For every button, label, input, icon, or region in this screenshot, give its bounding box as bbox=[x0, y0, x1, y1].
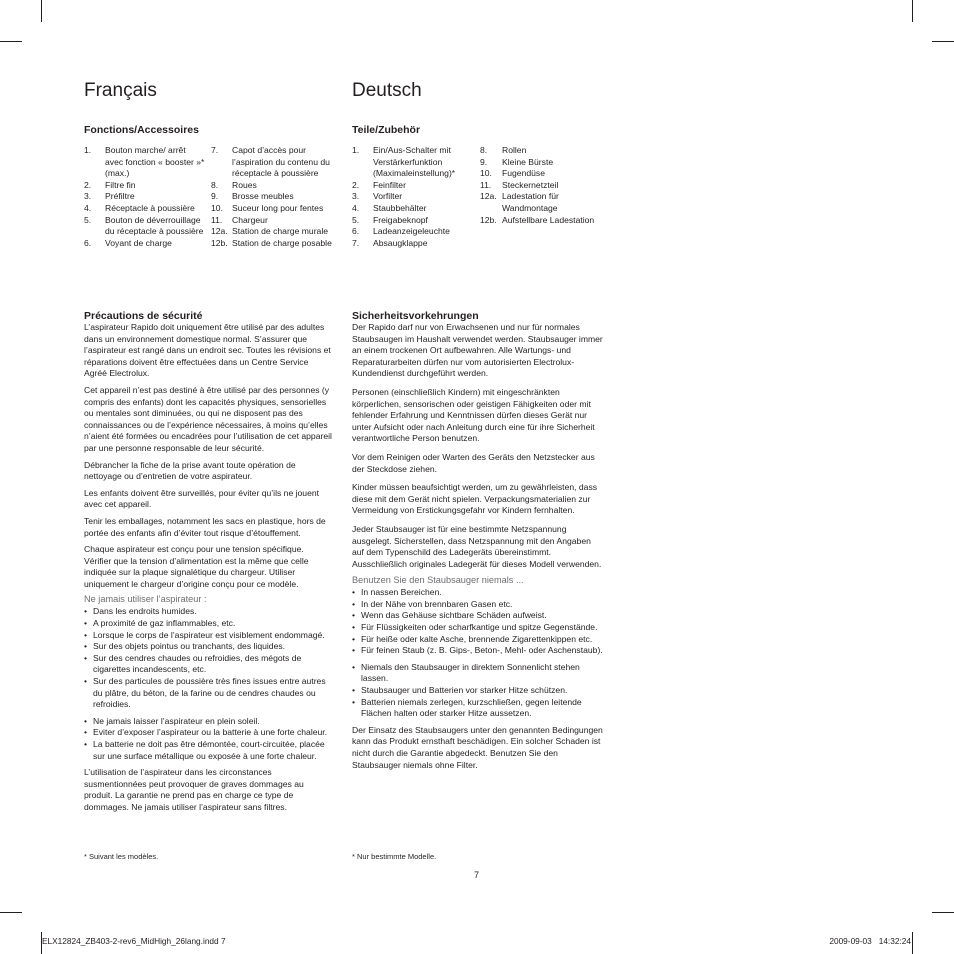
crop-mark bbox=[0, 912, 22, 913]
list-item: 7. Absaugklappe bbox=[352, 237, 428, 248]
list-item: 1. Ein/Aus-Schalter mit Verstärkerfunktion (Maximaleinstellung)* bbox=[352, 145, 456, 179]
bullet-icon: • bbox=[84, 629, 88, 640]
bullet-item: • Eviter d’exposer l’aspirateur ou la batterie à une forte chaleur. bbox=[84, 727, 328, 738]
bullet-item: • Sur des particules de poussière très fines issues entre autres du plâtre, du béton, de la farine ou de cendres chaudes ou refroidies. bbox=[84, 676, 326, 710]
bullet-icon: • bbox=[352, 696, 356, 707]
crop-mark bbox=[932, 912, 954, 913]
never-use-heading: Benutzen Sie den Staubsauger niemals ... bbox=[352, 575, 524, 586]
paragraph: Kinder müssen beaufsichtigt werden, um zu gewährleisten, dass diese mit dem Gerät nicht spielen. Verpackungsmaterialien zur Vermeidung von Erstickungsgefahr vor Kindern fernhalten. bbox=[352, 482, 598, 516]
bullet-item: • Sur des cendres chaudes ou refroidies, des mégots de cigarettes incandescents, etc. bbox=[84, 652, 302, 675]
crop-mark bbox=[912, 932, 913, 954]
list-item: 3. Vorfilter bbox=[352, 191, 403, 202]
bullet-item: • Dans les endroits humides. bbox=[84, 606, 197, 617]
bullet-icon: • bbox=[84, 676, 88, 687]
german-title: Deutsch bbox=[352, 80, 422, 101]
list-item: 8. Roues bbox=[211, 179, 257, 190]
french-title: Français bbox=[84, 80, 157, 101]
bullet-item: • Ne jamais laisser l’aspirateur en plein soleil. bbox=[84, 715, 260, 726]
crop-mark bbox=[41, 0, 42, 22]
list-item: 10. Suceur long pour fentes bbox=[211, 202, 324, 213]
list-item: 5. Freigabeknopf bbox=[352, 214, 428, 225]
crop-mark bbox=[932, 41, 954, 42]
slug-filename: ELX12824_ZB403-2-rev6_MidHigh_26lang.indd 7 bbox=[42, 936, 226, 946]
paragraph: Der Rapido darf nur von Erwachsenen und nur für normales Staubsaugen im Haushalt verwendet werden. Staubsauger immer an einem trockenen Ort aufbewahren. Alle Wartungs- und Reparaturarbeiten dürfen nur vom autorisierten Electrolux-Kundendienst durchgeführt werden. bbox=[352, 322, 603, 379]
german-accessories-list-a bbox=[352, 145, 474, 249]
list-item: 7. Capot d’accès pour l’aspiration du contenu du réceptacle à poussière bbox=[211, 145, 330, 179]
german-accessories-heading: Teile/Zubehör bbox=[352, 124, 421, 136]
bullet-icon: • bbox=[352, 661, 356, 672]
french-accessories-list-a bbox=[84, 145, 206, 249]
paragraph: Cet appareil n’est pas destiné à être utilisé par des personnes (y compris des enfants) dont les capacités physiques, sensorielles ou mentales sont diminuées, ou qui ne disposent pas des connaissances ou de l’expérience nécessaires, à moins qu’elles n’aient été formées ou encadrées pour l’utilisation de cet appareil par une personne responsable de leur sécurité. bbox=[84, 384, 332, 453]
bullet-icon: • bbox=[352, 685, 356, 696]
bullet-icon: • bbox=[352, 622, 356, 633]
list-item: 12a. Station de charge murale bbox=[211, 226, 329, 237]
bullet-icon: • bbox=[352, 610, 356, 621]
bullet-icon: • bbox=[84, 727, 88, 738]
list-item: 9. Kleine Bürste bbox=[480, 156, 554, 167]
crop-mark bbox=[912, 0, 913, 22]
bullet-item: • In nassen Bereichen. bbox=[352, 587, 442, 598]
bullet-icon: • bbox=[84, 652, 88, 663]
list-item: 6. Voyant de charge bbox=[84, 237, 172, 248]
bullet-item: • Sur des objets pointus ou tranchants, des liquides. bbox=[84, 641, 286, 652]
bullet-item: • Staubsauger und Batterien vor starker Hitze schützen. bbox=[352, 685, 568, 696]
french-footnote: * Suivant les modèles. bbox=[84, 852, 159, 861]
bullet-icon: • bbox=[352, 645, 356, 656]
list-item: 10. Fugendüse bbox=[480, 168, 546, 179]
french-safety-body bbox=[84, 322, 332, 819]
list-item: 2. Feinfilter bbox=[352, 179, 406, 190]
paragraph: Débrancher la fiche de la prise avant toute opération de nettoyage ou d’entretien de votre aspirateur. bbox=[84, 459, 296, 482]
list-item: 8. Rollen bbox=[480, 145, 527, 155]
bullet-item: • La batterie ne doit pas être démontée, court-circuitée, placée sur une surface métallique ou exposée à une forte chaleur. bbox=[84, 739, 325, 761]
bullet-icon: • bbox=[352, 633, 356, 644]
paragraph: Tenir les emballages, notamment les sacs en plastique, hors de portée des enfants afin d’éviter tout risque d’étouffement. bbox=[84, 515, 326, 538]
french-safety-heading: Précautions de sécurité bbox=[84, 310, 203, 322]
bullet-item: • Niemals den Staubsauger in direktem Sonnenlicht stehen lassen. bbox=[352, 661, 580, 684]
list-item: 2. Filtre fin bbox=[84, 179, 136, 190]
bullet-item: • Für Flüssigkeiten oder scharfkantige und spitze Gegenstände. bbox=[352, 622, 598, 633]
paragraph: Les enfants doivent être surveillés, pour éviter qu’ils ne jouent avec cet appareil. bbox=[84, 487, 320, 510]
list-item: 4. Staubbehälter bbox=[352, 202, 427, 213]
list-item: 11. Steckernetzteil bbox=[480, 179, 559, 190]
list-item: 12a. Ladestation für Wandmontage bbox=[480, 191, 559, 213]
list-item: 6. Ladeanzeigeleuchte bbox=[352, 226, 450, 237]
list-item: 5. Bouton de déverrouillage du réceptacle à poussière bbox=[84, 214, 204, 237]
list-item: 1. Bouton marche/ arrêt avec fonction « booster »* (max.) bbox=[84, 145, 205, 179]
bullet-item: • Batterien niemals zerlegen, kurzschließen, gegen leitende Flächen halten oder starker Hitze aussetzen. bbox=[352, 696, 582, 719]
bullet-icon: • bbox=[84, 618, 88, 629]
bullet-item: • In der Nähe von brennbaren Gasen etc. bbox=[352, 598, 513, 609]
list-item: 3. Préfiltre bbox=[84, 191, 135, 202]
german-safety-body bbox=[352, 322, 604, 776]
german-footnote: * Nur bestimmte Modelle. bbox=[352, 852, 437, 861]
paragraph: Personen (einschließlich Kindern) mit eingeschränkten körperlichen, sensorischen oder geistigen Fähigkeiten oder mit fehlender Erfahrung und Kenntnissen dürfen dieses Gerät nur unter Aufsicht oder nach Anleitung durch eine für ihre Sicherheit verantwortliche Person benutzen. bbox=[352, 386, 595, 444]
french-accessories-list-b bbox=[211, 145, 336, 249]
bullet-item: • A proximité de gaz inflammables, etc. bbox=[84, 618, 236, 629]
list-item: 12b. Aufstellbare Ladestation bbox=[480, 214, 595, 225]
list-item: 11. Chargeur bbox=[211, 214, 268, 225]
paragraph: Jeder Staubsauger ist für eine bestimmte Netzspannung ausgelegt. Sicherstellen, dass Netzspannung mit den Angaben auf dem Typenschild des Ladegeräts übereinstimmt. Ausschließlich originales Ladegerät für dieses Modell verwenden. bbox=[352, 523, 602, 569]
crop-mark bbox=[0, 41, 22, 42]
bullet-icon: • bbox=[352, 587, 356, 598]
bullet-icon: • bbox=[352, 598, 356, 609]
page-number: 7 bbox=[474, 870, 480, 880]
bullet-item: • Für heiße oder kalte Asche, brennende Zigarettenkippen etc. bbox=[352, 633, 593, 644]
bullet-icon: • bbox=[84, 641, 88, 652]
paragraph: Chaque aspirateur est conçu pour une tension spécifique. Vérifier que la tension d’alimentation est la même que celle indiquée sur la plaque signalétique du chargeur. Utiliser uniquement le chargeur d’origine conçu pour ce modèle. bbox=[84, 544, 309, 589]
never-use-heading: Ne jamais utiliser l’aspirateur : bbox=[84, 594, 207, 605]
list-item: 9. Brosse meubles bbox=[211, 191, 294, 202]
closing-paragraph: L’utilisation de l’aspirateur dans les circonstances susmentionnées peut provoquer de graves dommages au produit. La garantie ne prend pas en charge ce type de dommages. Ne jamais utiliser l’aspirateur sans filtres. bbox=[84, 767, 304, 812]
bullet-icon: • bbox=[84, 606, 88, 617]
list-item: 4. Réceptacle à poussière bbox=[84, 202, 195, 213]
bullet-icon: • bbox=[84, 739, 88, 749]
paragraph: Vor dem Reinigen oder Warten des Geräts den Netzstecker aus der Steckdose ziehen. bbox=[352, 451, 595, 474]
french-accessories-heading: Fonctions/Accessoires bbox=[84, 124, 199, 136]
closing-paragraph: Der Einsatz des Staubsaugers unter den genannten Bedingungen kann das Produkt ernsthaft beschädigen. Ein solcher Schaden ist nicht durch die Garantie abgedeckt. Benutzen Sie den Staubsauger niemals ohne Filter. bbox=[352, 724, 603, 770]
bullet-item: • Lorsque le corps de l’aspirateur est visiblement endommagé. bbox=[84, 629, 325, 640]
list-item: 12b. Station de charge posable bbox=[211, 237, 332, 248]
paragraph: L’aspirateur Rapido doit uniquement être utilisé par des adultes dans un environnement domestique normal. S’assurer que l’aspirateur est rangé dans un endroit sec. Toutes les révisions et réparations doivent être effectuées dans un Centre Service Agréé Electrolux. bbox=[84, 322, 331, 379]
slug-timestamp: 2009-09-03 14:32:24 bbox=[829, 936, 911, 946]
bullet-icon: • bbox=[84, 715, 88, 726]
bullet-item: • Wenn das Gehäuse sichtbare Schäden aufweist. bbox=[352, 610, 547, 621]
german-safety-heading: Sicherheitsvorkehrungen bbox=[352, 310, 479, 322]
german-accessories-list-b bbox=[480, 145, 600, 226]
bullet-item: • Für feinen Staub (z. B. Gips-, Beton-, Mehl- oder Aschenstaub). bbox=[352, 645, 603, 656]
